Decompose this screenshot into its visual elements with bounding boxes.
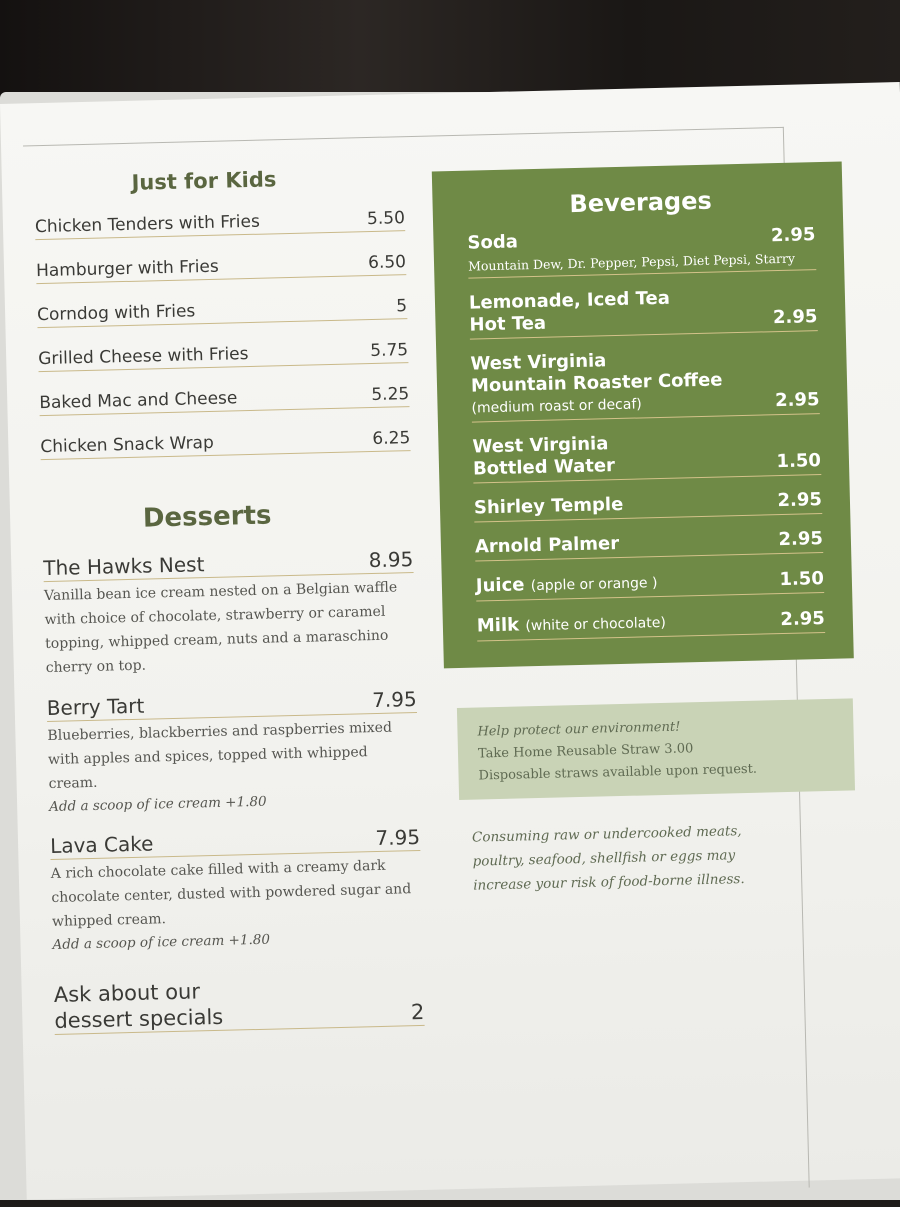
beverage-price: 2.95 — [777, 489, 823, 512]
dessert-name: The Hawks Nest — [43, 552, 205, 581]
dessert-addon: Add a scoop of ice cream +1.80 — [52, 931, 271, 953]
item-price: 6.25 — [372, 428, 411, 449]
beverages-panel — [432, 161, 854, 668]
item-price: 5 — [395, 296, 408, 317]
beverage-line — [477, 607, 825, 638]
beverage-name-line-1: Lemonade, Iced Tea — [468, 287, 671, 314]
eco-line-2: Take Home Reusable Straw 3.00 — [477, 741, 694, 762]
item-price: 5.25 — [371, 384, 410, 406]
kids-title: Just for Kids — [131, 167, 277, 195]
beverage-line — [474, 489, 822, 519]
beverage-price: 2.95 — [778, 528, 824, 551]
beverage-price: 2.95 — [780, 608, 826, 631]
dessert-description: Vanilla bean ice cream nested on a Belgian waffle with choice of chocolate, strawberry or caramel topping, whipped cream, nuts and a maraschino cherry on top. — [43, 579, 398, 677]
dessert-name: Berry Tart — [46, 693, 145, 721]
kids-item — [38, 334, 409, 372]
beverage-arnold-palmer — [475, 528, 824, 561]
beverages-title: Beverages — [569, 186, 713, 219]
beverage-juice — [476, 567, 825, 601]
dessert-price: 7.95 — [371, 687, 417, 713]
beverage-shirley-temple — [474, 489, 823, 522]
environment-note — [457, 698, 855, 800]
beverage-name-line-1: West Virginia — [470, 350, 607, 375]
beverage-subtext: Mountain Dew, Dr. Pepper, Pepsi, Diet Pepsi, Starry — [467, 250, 796, 274]
left-column — [34, 164, 425, 1035]
item-name: Chicken Snack Wrap — [40, 432, 215, 458]
specials-price: 2 — [410, 999, 425, 1025]
dessert-item — [46, 687, 419, 818]
beverage-line — [475, 528, 823, 558]
beverage-water — [472, 428, 821, 483]
specials-line-1: Ask about our — [53, 979, 201, 1007]
beverage-milk — [477, 607, 826, 641]
beverage-soda — [467, 224, 816, 278]
beverage-name: Milk — [476, 614, 520, 637]
item-name: Chicken Tenders with Fries — [34, 211, 261, 238]
kids-item — [36, 246, 407, 284]
beverage-label — [477, 611, 666, 639]
item-name: Baked Mac and Cheese — [39, 388, 238, 414]
dessert-specials — [53, 973, 424, 1035]
kids-item — [37, 290, 408, 328]
dessert-item — [50, 825, 423, 956]
right-column — [432, 161, 860, 898]
beverage-price: 2.95 — [770, 224, 816, 247]
beverage-note: (white or chocolate) — [525, 614, 667, 635]
kids-item — [40, 422, 411, 460]
item-price: 5.50 — [366, 208, 406, 230]
beverage-label — [476, 571, 658, 598]
beverage-lemonade — [469, 284, 818, 339]
specials-label — [53, 978, 223, 1034]
beverage-price: 1.50 — [779, 568, 825, 591]
beverage-name-line-1: West Virginia — [472, 433, 609, 458]
beverage-name-line-2: Hot Tea — [469, 312, 547, 336]
kids-item — [39, 378, 410, 416]
item-name: Hamburger with Fries — [35, 256, 219, 282]
beverage-name: Juice — [475, 574, 525, 597]
dessert-item — [43, 547, 416, 680]
desserts-title: Desserts — [142, 500, 272, 534]
beverage-name: Soda — [467, 231, 519, 254]
menu-page — [0, 82, 900, 1200]
beverage-name-line-2: Mountain Roaster Coffee — [470, 369, 723, 397]
beverage-subtext: (medium roast or decaf) — [471, 396, 642, 417]
item-name: Corndog with Fries — [36, 301, 196, 326]
beverage-price: 2.95 — [772, 306, 818, 329]
specials-line-2: dessert specials — [54, 1004, 224, 1033]
eco-line-1: Help protect our environment! — [477, 719, 681, 740]
beverage-name: Shirley Temple — [473, 493, 624, 519]
kids-item — [35, 202, 406, 240]
dessert-price: 7.95 — [375, 824, 421, 851]
beverage-name: Arnold Palmer — [474, 533, 620, 558]
dessert-name: Lava Cake — [49, 831, 154, 858]
item-price: 5.75 — [370, 340, 409, 362]
eco-line-3: Disposable straws available upon request. — [478, 761, 758, 784]
beverage-price: 1.50 — [776, 450, 822, 473]
dessert-description: A rich chocolate cake filled with a creamy dark chocolate center, dusted with powdered sugar and whipped cream. — [50, 857, 412, 930]
dessert-addon: Add a scoop of ice cream +1.80 — [48, 793, 267, 816]
beverage-line — [476, 567, 824, 598]
beverage-note: (apple or orange ) — [530, 575, 658, 595]
beverage-name-line-2: Bottled Water — [472, 455, 616, 480]
dessert-price: 8.95 — [368, 547, 414, 573]
beverage-coffee — [470, 345, 820, 422]
beverage-price: 2.95 — [774, 389, 820, 412]
item-name: Grilled Cheese with Fries — [38, 344, 249, 370]
item-price: 6.50 — [367, 252, 407, 274]
food-safety-notice: Consuming raw or undercooked meats, poultry, seafood, shellfish or eggs may increase your risk of food-borne illness. — [471, 823, 745, 894]
dessert-description: Blueberries, blackberries and raspberries mixed with apples and spices, topped with whipped cream. — [47, 719, 393, 793]
